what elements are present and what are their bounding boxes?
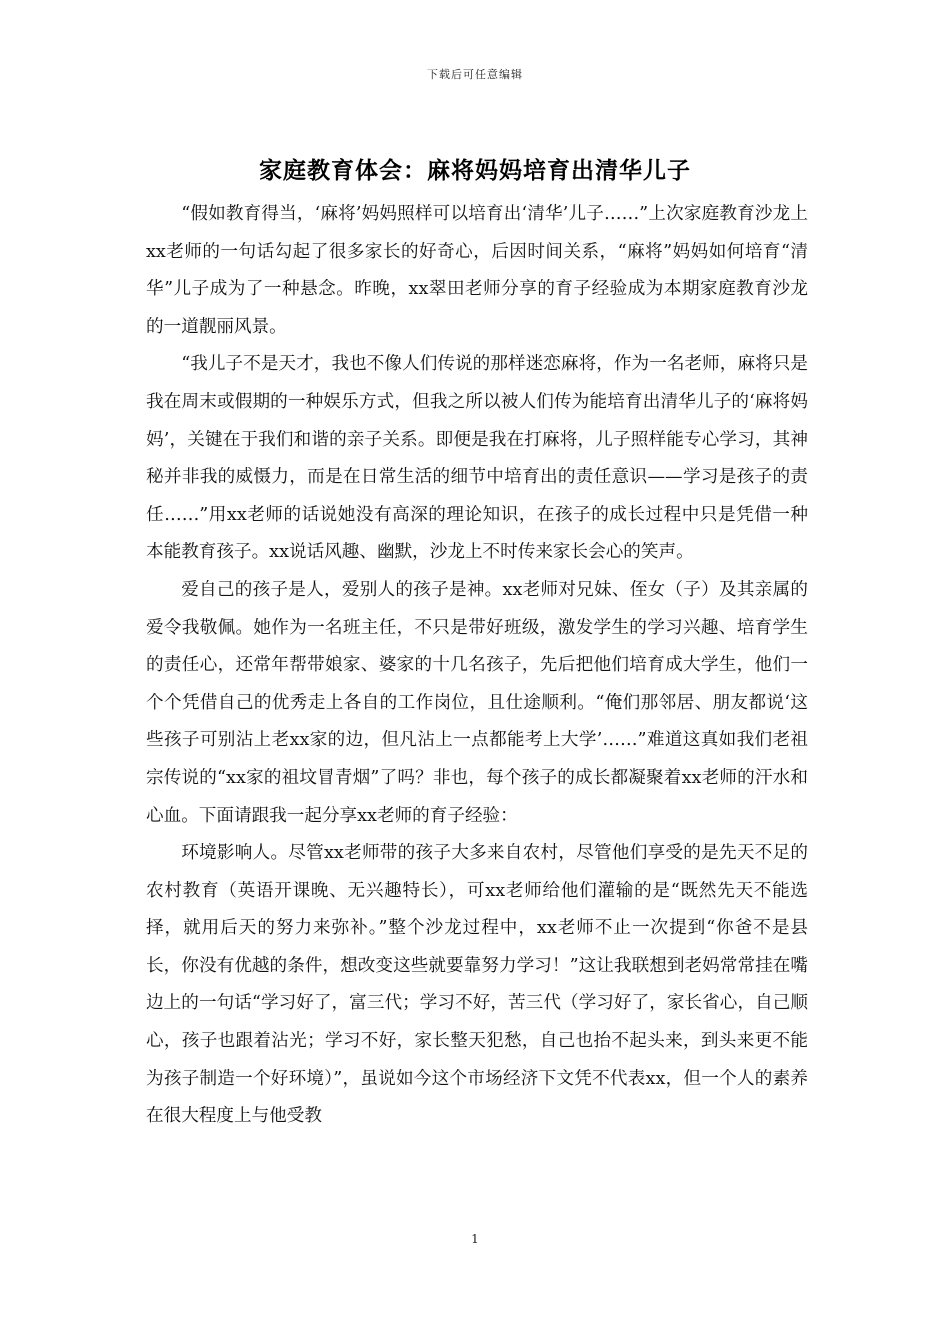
page-number: 1 bbox=[471, 1232, 479, 1246]
document-title: 家庭教育体会：麻将妈妈培育出清华儿子 bbox=[259, 157, 691, 184]
paragraph-3: 爱自己的孩子是人，爱别人的孩子是神。xx老师对兄妹、侄女（子）及其亲属的爱令我敬佩。她作为一名班主任，不只是带好班级，激发学生的学习兴趣、培育学生的责任心，还常年帮带娘家、婆家的十几名孩子，先后把他们培育成大学生，他们一个个凭借自己的优秀走上各自的工作岗位，且仕途顺利。“俺们那邻居、朋友都说‘这些孩子可别沾上老xx家的边，但凡沾上一点都能考上大学’……”难道这真如我们老祖宗传说的“xx家的祖坟冒青烟”了吗？非也，每个孩子的成长都凝聚着xx老师的汗水和心血。下面请跟我一起分享xx老师的育子经验： bbox=[146, 579, 808, 826]
page-header: 下载后可任意编辑 bbox=[427, 68, 523, 81]
paragraph-4: 环境影响人。尽管xx老师带的孩子大多来自农村，尽管他们享受的是先天不足的农村教育（英语开课晚、无兴趣特长），可xx老师给他们灌输的是“既然先天不能选择，就用后天的努力来弥补。”整个沙龙过程中，xx老师不止一次提到“你爸不是县长，你没有优越的条件，想改变这些就要靠努力学习！”这让我联想到老妈常常挂在嘴边上的一句话“学习好了，富三代；学习不好，苦三代（学习好了，家长省心，自己顺心，孩子也跟着沾光；学习不好，家长整天犯愁，自己也抬不起头来，到头来更不能为孩子制造一个好环境）”，虽说如今这个市场经济下文凭不代表xx，但一个人的素养在很大程度上与他受教 bbox=[146, 843, 808, 1127]
paragraph-2: “我儿子不是天才，我也不像人们传说的那样迷恋麻将，作为一名老师，麻将只是我在周末或假期的一种娱乐方式，但我之所以被人们传为能培育出清华儿子的‘麻将妈妈’，关键在于我们和谐的亲子关系。即便是我在打麻将，儿子照样能专心学习，其神秘并非我的威慑力，而是在日常生活的细节中培育出的责任意识——学习是孩子的责任……”用xx老师的话说她没有高深的理论知识，在孩子的成长过程中只是凭借一种本能教育孩子。xx说话风趣、幽默，沙龙上不时传来家长会心的笑声。 bbox=[146, 354, 808, 563]
paragraph-1: “假如教育得当，‘麻将’妈妈照样可以培育出‘清华’儿子……”上次家庭教育沙龙上xx老师的一句话勾起了很多家长的好奇心，后因时间关系，“麻将”妈妈如何培育“清华”儿子成为了一种悬念。昨晚，xx翠田老师分享的育子经验成为本期家庭教育沙龙的一道靓丽风景。 bbox=[146, 204, 808, 337]
document-body bbox=[146, 196, 808, 1136]
